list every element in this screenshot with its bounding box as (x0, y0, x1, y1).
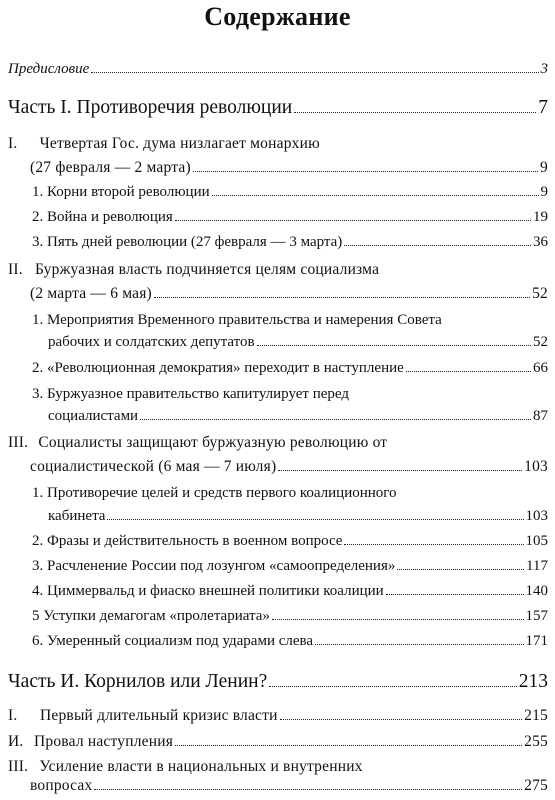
toc-item (32, 209, 548, 231)
section-dates: социалистической (6 мая — 7 июля) (30, 458, 277, 475)
toc-section (8, 707, 548, 729)
section-dates: (27 февраля — 2 марта) (30, 159, 191, 176)
toc-item (32, 360, 548, 382)
dot-leader (344, 244, 531, 246)
entry-page: 87 (533, 408, 548, 424)
entry-page: 103 (524, 458, 548, 475)
dot-leader (315, 643, 523, 645)
section-number: II. (8, 261, 23, 278)
toc-item (32, 583, 548, 605)
entry-page: 157 (525, 608, 548, 624)
section-title: Буржуазная власть подчиняется целям социализма (34, 261, 380, 278)
dot-leader (344, 543, 523, 545)
toc-item (32, 558, 548, 580)
section-title: Четвертая Гос. дума низлагает монархию (39, 135, 320, 152)
toc-section-1 (8, 135, 320, 153)
entry-page: 275 (524, 777, 548, 794)
page-title: Содержание (204, 2, 351, 31)
item-text: 5 Уступки демагогам «пролетариата» (32, 608, 270, 624)
toc-item (32, 386, 349, 403)
entry-page: 9 (540, 159, 548, 176)
toc-item (32, 234, 548, 256)
dot-leader (94, 788, 522, 790)
entry-page: 19 (533, 209, 548, 225)
dot-leader (386, 593, 524, 595)
toc-part-1 (8, 97, 548, 119)
dot-leader (257, 344, 531, 346)
entry-page: 36 (533, 234, 548, 250)
toc-part-2 (8, 671, 548, 693)
dot-leader (91, 71, 538, 73)
item-text: 1. Мероприятия Временного правительства и намерения Совета (32, 312, 442, 328)
toc-entry-preface (8, 61, 548, 83)
section-number: I. (8, 707, 18, 724)
toc-item (32, 608, 548, 630)
toc-section-2-cont (30, 285, 548, 307)
entry-page: 3 (540, 61, 548, 77)
toc-item-cont (48, 334, 548, 356)
section-title: вопросах (30, 777, 93, 794)
entry-text: Предисловие (8, 61, 90, 77)
item-text: 4. Циммервальд и фиаско внешней политики коалиции (32, 583, 384, 599)
section-title: Провал наступления (34, 733, 174, 750)
item-text: 2. «Революционная демократия» переходит в наступление (32, 360, 404, 376)
part-heading: Часть I. Противоречия революции (8, 97, 293, 118)
section-number: И. (8, 733, 24, 750)
section-number: III. (8, 434, 29, 451)
section-title: Усиление власти в национальных и внутренних (39, 758, 363, 775)
dot-leader (212, 194, 539, 196)
section-title: Первый длительный кризис власти (40, 707, 278, 724)
section-number: III. (8, 758, 29, 775)
toc-item (32, 485, 397, 502)
item-text: рабочих и солдатских депутатов (48, 334, 255, 350)
dot-leader (397, 568, 524, 570)
toc-item-cont (48, 408, 548, 430)
item-text: 3. Пять дней революции (27 февраля — 3 марта) (32, 234, 343, 250)
toc-section-3 (8, 434, 387, 452)
entry-page: 213 (518, 671, 548, 692)
dot-leader (272, 618, 524, 620)
item-text: 1. Противоречие целей и средств первого коалиционного (32, 485, 397, 501)
item-text: 2. Война и революция (32, 209, 173, 225)
entry-page: 7 (538, 97, 548, 118)
part-heading: Часть И. Корнилов или Ленин? (8, 671, 268, 692)
toc-section-cont (30, 777, 548, 799)
item-text: 2. Фразы и действительность в военном вопросе (32, 533, 343, 549)
item-text: кабинета (48, 508, 106, 524)
toc-section (8, 733, 548, 755)
dot-leader (278, 469, 522, 471)
toc-item (32, 533, 548, 555)
section-number: I. (8, 135, 18, 152)
dot-leader (269, 685, 516, 687)
item-text: социалистами (48, 408, 139, 424)
section-title: Социалисты защищают буржуазную революцию от (38, 434, 388, 451)
item-text: 6. Умеренный социализм под ударами слева (32, 633, 314, 649)
dot-leader (280, 718, 523, 720)
section-dates: (2 марта — 6 мая) (30, 285, 152, 302)
dot-leader (107, 518, 523, 520)
toc-item-cont (48, 508, 548, 530)
item-text: 3. Буржуазное правительство капитулирует перед (32, 386, 350, 402)
dot-leader (154, 296, 530, 298)
entry-page: 52 (532, 285, 548, 302)
dot-leader (140, 418, 531, 420)
toc-section-2 (8, 261, 379, 279)
entry-page: 52 (533, 334, 548, 350)
dot-leader (193, 170, 538, 172)
entry-page: 171 (525, 633, 548, 649)
entry-page: 215 (524, 707, 548, 724)
item-text: 3. Расчленение России под лозунгом «самоопределения» (32, 558, 396, 574)
entry-page: 103 (525, 508, 548, 524)
entry-page: 66 (533, 360, 548, 376)
dot-leader (294, 111, 536, 113)
toc-section-3-cont (30, 458, 548, 480)
entry-page: 117 (526, 558, 548, 574)
toc-item (32, 184, 548, 206)
entry-page: 105 (525, 533, 548, 549)
dot-leader (406, 370, 531, 372)
toc-section (8, 758, 363, 776)
toc-item (32, 312, 442, 329)
entry-page: 255 (524, 733, 548, 750)
toc-section-1-cont (30, 159, 548, 181)
dot-leader (175, 219, 531, 221)
entry-page: 9 (540, 184, 548, 200)
dot-leader (175, 744, 522, 746)
entry-page: 140 (525, 583, 548, 599)
toc-item (32, 633, 548, 655)
item-text: 1. Корни второй революции (32, 184, 210, 200)
